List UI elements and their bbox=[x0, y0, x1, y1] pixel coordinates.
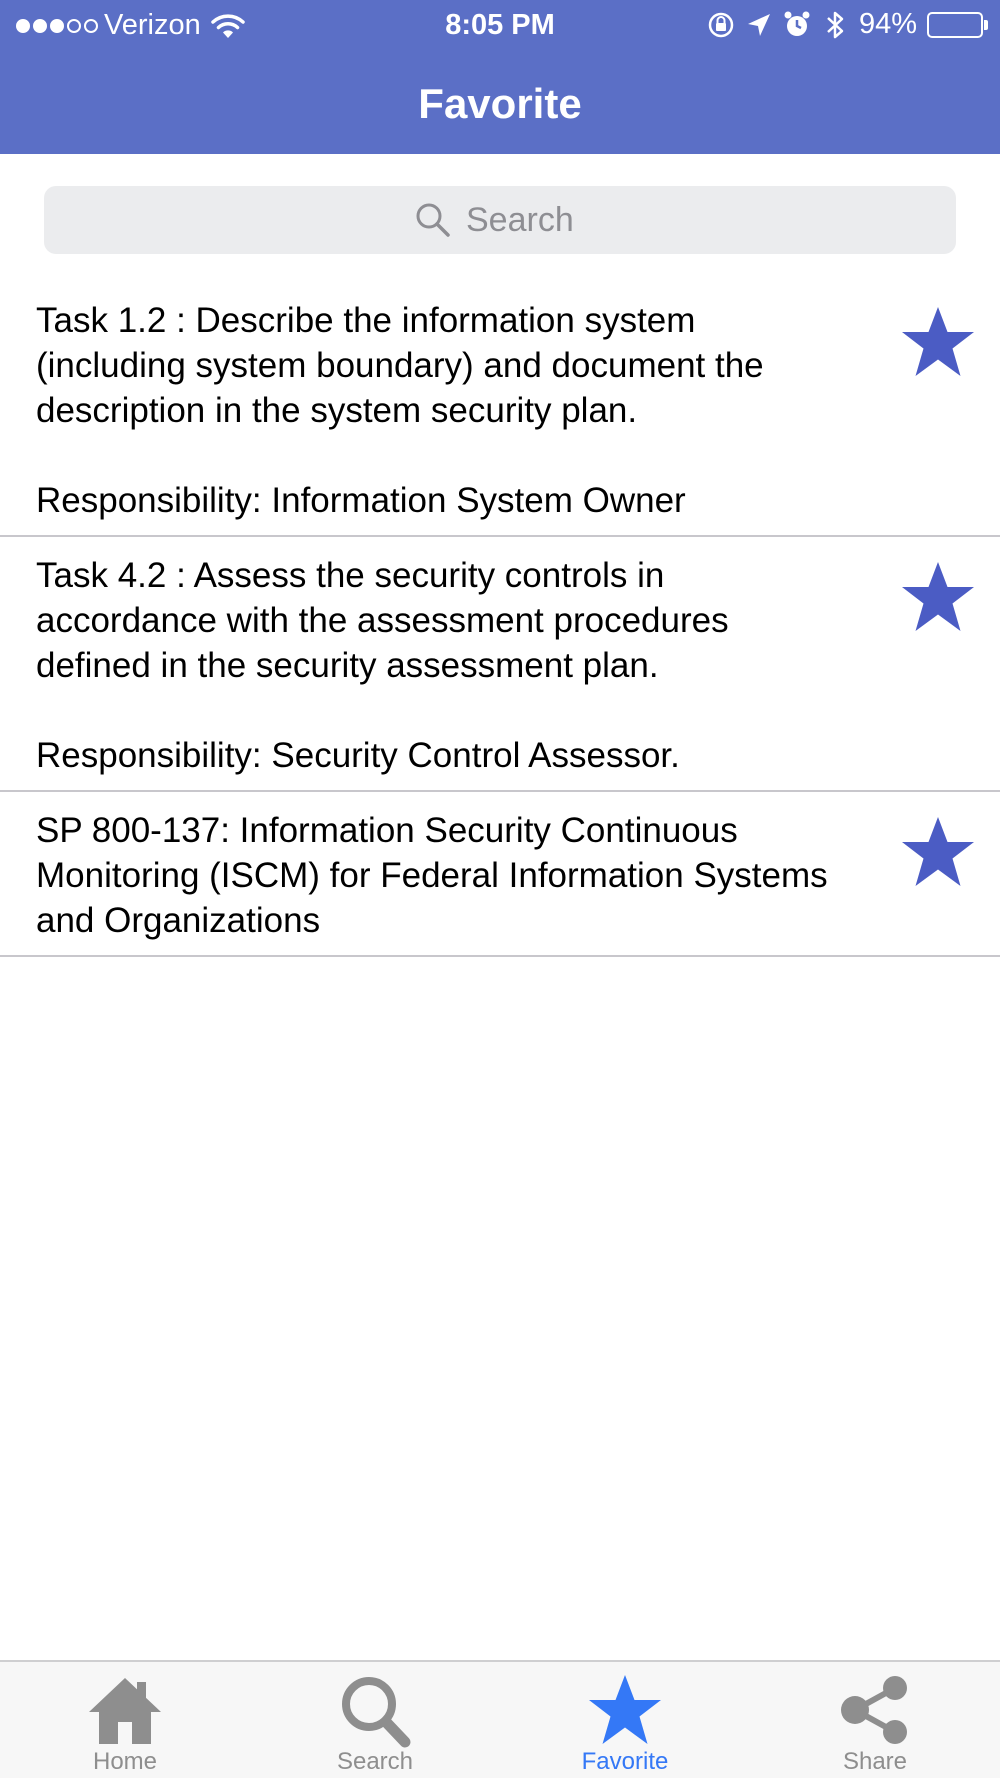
list-item[interactable] bbox=[0, 537, 1000, 792]
alarm-icon bbox=[783, 10, 811, 40]
tab-label: Favorite bbox=[581, 1748, 669, 1775]
list-item[interactable] bbox=[0, 282, 1000, 537]
star-icon[interactable] bbox=[898, 559, 978, 635]
share-icon bbox=[835, 1672, 915, 1748]
list-item-text: SP 800-137: Information Security Continuous Monitoring (ISCM) for Federal Information Systems and Organizations bbox=[36, 811, 828, 940]
tab-label: Search bbox=[336, 1748, 414, 1775]
page-title: Favorite bbox=[418, 80, 582, 127]
nav-header bbox=[0, 0, 1000, 154]
location-arrow-icon bbox=[745, 10, 773, 40]
tab-share[interactable] bbox=[750, 1662, 1000, 1778]
favorites-list bbox=[0, 282, 1000, 957]
status-right bbox=[707, 8, 988, 41]
tab-label: Home bbox=[92, 1748, 158, 1775]
status-time: 8:05 PM bbox=[445, 9, 555, 41]
search-icon bbox=[414, 201, 452, 239]
list-item-text: Task 1.2 : Describe the information system (including system boundary) and document the description in the system security plan. Responsibility: Information System Owner bbox=[36, 301, 764, 520]
battery-percentage: 94% bbox=[858, 8, 917, 40]
tab-label: Share bbox=[842, 1748, 908, 1775]
tab-bar bbox=[0, 1660, 1000, 1778]
status-bar bbox=[0, 0, 1000, 50]
home-icon bbox=[85, 1672, 165, 1748]
orientation-lock-icon bbox=[707, 10, 735, 40]
search-bar[interactable] bbox=[44, 186, 956, 254]
list-item-text: Task 4.2 : Assess the security controls in accordance with the assessment procedures defined in the security assessment plan. Responsibility: Security Control Assessor. bbox=[36, 556, 729, 775]
list-item[interactable] bbox=[0, 792, 1000, 957]
tab-favorite[interactable] bbox=[500, 1662, 750, 1778]
search-input[interactable] bbox=[466, 201, 586, 240]
carrier-name: Verizon bbox=[104, 9, 201, 41]
battery-icon bbox=[927, 12, 988, 38]
star-icon[interactable] bbox=[898, 304, 978, 380]
tab-search[interactable] bbox=[250, 1662, 500, 1778]
bluetooth-icon bbox=[821, 10, 849, 40]
star-icon[interactable] bbox=[898, 814, 978, 890]
tab-home[interactable] bbox=[0, 1662, 250, 1778]
magnifier-icon bbox=[335, 1672, 415, 1748]
star-icon bbox=[585, 1672, 665, 1748]
